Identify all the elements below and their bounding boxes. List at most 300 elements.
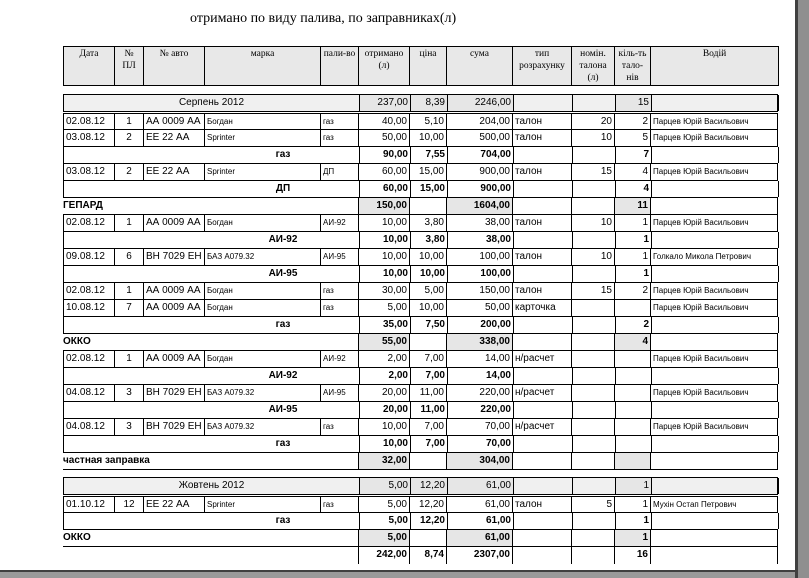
row-sum: 61,00 [447,513,513,529]
row-nominal: 15 [571,164,614,180]
table-row-data [63,283,778,300]
row-right-border [777,130,778,146]
row-right-border [778,181,779,197]
row-sum: 14,00 [447,368,513,384]
row-car-plate: ВН 7029 ЕН [143,249,204,265]
row-received: 55,00 [358,334,409,350]
row-driver-empty [650,453,778,469]
row-payment-empty [513,147,572,163]
row-car-brand: Sprinter [204,164,320,180]
row-driver: Голкало Микола Петрович [650,249,778,265]
row-price: 7,00 [410,368,447,384]
row-right-border [778,478,779,494]
row-payment-empty [513,266,572,282]
row-received: 10,00 [359,232,410,248]
row-right-border [778,513,779,529]
row-payment-type: талон [512,283,571,299]
row-nominal-empty [572,317,615,333]
row-count: 1 [614,249,650,265]
row-nominal [571,351,614,367]
row-sum: 220,00 [446,385,512,401]
row-nominal-empty [572,436,615,452]
row-pl-number: 3 [114,419,143,435]
row-fuel-type: газ [320,419,358,435]
row-sum: 38,00 [446,215,512,231]
row-pl-number: 1 [114,351,143,367]
row-driver: Парцев Юрій Васильович [650,130,778,146]
row-sum: 900,00 [447,181,513,197]
row-fuel-type: газ [320,497,358,512]
row-count: 1 [615,513,651,529]
row-right-border [778,232,779,248]
row-sum: 100,00 [447,266,513,282]
row-pl-number: 3 [114,385,143,401]
row-received: 35,00 [359,317,410,333]
row-driver-empty [651,317,779,333]
row-driver: Парцев Юрій Васильович [650,419,778,435]
row-nominal-empty [571,530,614,546]
row-payment-empty [513,402,572,418]
row-car-plate: АА 0009 АА [143,114,204,129]
row-price: 11,00 [410,402,447,418]
row-sum: 2246,00 [447,95,513,111]
row-price: 10,00 [410,266,447,282]
row-sum: 338,00 [446,334,512,350]
row-price: 3,80 [409,215,446,231]
row-count: 1 [615,478,651,494]
row-sum: 61,00 [446,497,512,512]
row-nominal: 10 [571,249,614,265]
row-count: 1 [614,497,650,512]
table-row-data [63,496,778,513]
row-date: 04.08.12 [63,419,114,435]
row-fuel_total-label: АИ-92 [268,234,298,245]
row-fuel-type: газ [320,283,358,299]
row-right-border [778,95,779,111]
row-count: 2 [614,283,650,299]
row-right-border [777,114,778,129]
row-car-plate: АА 0009 АА [143,215,204,231]
row-sum: 1604,00 [446,198,512,214]
row-sum: 14,00 [446,351,512,367]
row-nominal [571,419,614,435]
header-sum: сума [447,47,513,86]
row-driver: Парцев Юрій Васильович [650,215,778,231]
row-date: 03.08.12 [63,130,114,146]
row-driver-empty [651,513,779,529]
row-payment-type: талон [512,215,571,231]
header-pl: № ПЛ [115,47,144,86]
row-price: 3,80 [410,232,447,248]
row-fuel-type: ДП [320,164,358,180]
row-received: 60,00 [359,181,410,197]
header-received: отримано (л) [359,47,410,86]
row-sum: 204,00 [446,114,512,129]
row-date: 04.08.12 [63,385,114,401]
row-nominal-empty [572,232,615,248]
table-row-station [63,530,778,547]
table-row-fuel_total [63,266,778,283]
row-payment-empty [513,317,572,333]
table-row-station [63,334,778,351]
row-count: 2 [615,317,651,333]
row-sum: 304,00 [446,453,512,469]
row-payment-empty [512,453,571,469]
row-date: 09.08.12 [63,249,114,265]
row-price: 5,00 [409,283,446,299]
row-payment-empty [512,530,571,546]
row-pl-number: 12 [114,497,143,512]
row-payment-empty [512,547,571,564]
row-nominal-empty [572,402,615,418]
row-received: 5,00 [358,300,409,316]
header-price: ціна [410,47,447,86]
row-fuel-type: газ [320,300,358,316]
row-driver: Парцев Юрій Васильович [650,114,778,129]
row-driver-empty [651,368,779,384]
row-nominal: 15 [571,283,614,299]
row-received: 5,00 [359,513,410,529]
table-row-fuel_total [63,181,778,198]
row-right-border [777,215,778,231]
row-payment-type: талон [512,114,571,129]
row-date: 01.10.12 [63,497,114,512]
row-date: 02.08.12 [63,351,114,367]
row-nominal: 20 [571,114,614,129]
row-sum: 70,00 [447,436,513,452]
header-count: кіль-ть тало- нів [615,47,651,86]
row-driver: Парцев Юрій Васильович [650,164,778,180]
row-fuel-type: газ [320,130,358,146]
header-fuel: пали-во [321,47,359,86]
header-payment-type: тип розрахунку [513,47,572,86]
table-row-fuel_total [63,147,778,164]
row-pl-number: 6 [114,249,143,265]
row-payment-empty [513,368,572,384]
row-car-brand: БАЗ А079.32 [204,385,320,401]
row-car-brand: Богдан [204,283,320,299]
row-right-border [778,317,779,333]
row-driver-empty [651,266,779,282]
row-fuel_total-label: газ [275,515,291,526]
row-driver: Парцев Юрій Васильович [650,351,778,367]
row-nominal-empty [571,547,614,564]
row-fuel-type: АИ-92 [320,351,358,367]
table-row-fuel_total [63,436,778,453]
row-payment-empty [512,334,571,350]
row-fuel-type: АИ-92 [320,215,358,231]
row-count: 1 [615,232,651,248]
row-received: 10,00 [358,249,409,265]
row-nominal-empty [572,513,615,529]
row-count: 4 [614,164,650,180]
row-count [615,402,651,418]
row-car-plate: АА 0009 АА [143,351,204,367]
header-nominal: номін. талона (л) [572,47,615,86]
row-nominal: 10 [571,130,614,146]
row-received: 2,00 [358,351,409,367]
row-payment-type: н/расчет [512,385,571,401]
row-received: 32,00 [358,453,409,469]
row-date: 10.08.12 [63,300,114,316]
row-payment-empty [513,181,572,197]
row-nominal-empty [572,368,615,384]
row-right-border [777,547,778,564]
row-month-label: Серпень 2012 [178,97,245,108]
table-row-fuel_total [63,232,778,249]
row-sum: 500,00 [446,130,512,146]
row-driver-empty [651,232,779,248]
row-right-border [777,334,778,350]
row-car-brand: Богдан [204,351,320,367]
row-payment-empty [513,232,572,248]
row-price [409,334,446,350]
row-price [409,198,446,214]
row-nominal-empty [572,266,615,282]
row-sum: 2307,00 [446,547,512,564]
row-sum: 61,00 [446,530,512,546]
row-fuel_total-label: АИ-92 [268,370,298,381]
row-car-brand: Sprinter [204,497,320,512]
row-sum: 200,00 [447,317,513,333]
row-price: 8,74 [409,547,446,564]
row-price: 12,20 [410,478,447,494]
row-count: 5 [614,130,650,146]
row-sum: 50,00 [446,300,512,316]
row-pl-number: 1 [114,215,143,231]
row-right-border [777,497,778,512]
row-nominal-empty [571,453,614,469]
row-count: 11 [614,198,650,214]
row-sum: 100,00 [446,249,512,265]
row-count [614,300,650,316]
row-right-border [778,368,779,384]
row-driver-empty [651,181,779,197]
row-count: 4 [614,334,650,350]
table-row-data [63,215,778,232]
row-sum: 704,00 [447,147,513,163]
row-pl-number: 7 [114,300,143,316]
row-nominal: 10 [571,215,614,231]
row-date: 02.08.12 [63,283,114,299]
row-fuel_total-label: АИ-95 [268,268,298,279]
row-station-label: ОККО [63,336,91,347]
row-car-brand: Богдан [204,114,320,129]
row-right-border [777,249,778,265]
row-received: 237,00 [359,95,410,111]
row-car-brand: БАЗ А079.32 [204,419,320,435]
row-received: 150,00 [358,198,409,214]
row-count: 2 [614,114,650,129]
row-right-border [777,385,778,401]
row-car-plate: ЕЕ 22 АА [143,130,204,146]
row-received: 5,00 [358,497,409,512]
row-date: 02.08.12 [63,215,114,231]
row-car-plate: ВН 7029 ЕН [143,385,204,401]
row-right-border [777,283,778,299]
row-car-brand: Богдан [204,300,320,316]
row-right-border [778,147,779,163]
row-payment-type: талон [512,249,571,265]
row-sum: 900,00 [446,164,512,180]
row-driver-empty [651,402,779,418]
table-row-data [63,249,778,266]
row-car-brand: Sprinter [204,130,320,146]
row-price: 8,39 [410,95,447,111]
row-count: 4 [615,181,651,197]
row-price: 5,10 [409,114,446,129]
row-pl-number: 1 [114,283,143,299]
row-nominal-empty [572,147,615,163]
row-payment-type: н/расчет [512,419,571,435]
row-price: 15,00 [409,164,446,180]
row-received: 50,00 [358,130,409,146]
row-price [409,453,446,469]
row-driver-empty [651,95,779,111]
row-grand-label [202,547,362,564]
row-station-label: частная заправка [63,455,150,466]
row-count [614,419,650,435]
row-pl-number: 2 [114,130,143,146]
row-received: 10,00 [358,419,409,435]
row-price [409,530,446,546]
table-row-station [63,453,778,470]
row-sum: 70,00 [446,419,512,435]
row-received: 20,00 [358,385,409,401]
row-driver: Парцев Юрій Васильович [650,283,778,299]
row-car-plate: АА 0009 АА [143,283,204,299]
row-car-plate: ЕЕ 22 АА [143,164,204,180]
row-nominal-empty [572,478,615,494]
table-row-grand [63,547,778,564]
row-count: 1 [614,215,650,231]
table-row-data [63,419,778,436]
table-row-month [63,477,778,495]
row-right-border [777,530,778,546]
row-price: 7,50 [410,317,447,333]
row-payment-empty [513,95,572,111]
row-price: 12,20 [410,513,447,529]
row-fuel-type: газ [320,114,358,129]
row-price: 10,00 [409,300,446,316]
row-count: 15 [615,95,651,111]
row-right-border [777,351,778,367]
row-price: 7,00 [409,419,446,435]
row-station-label: ОККО [63,532,91,543]
row-price: 7,00 [409,351,446,367]
row-price: 10,00 [409,249,446,265]
row-driver: Парцев Юрій Васильович [650,300,778,316]
row-fuel_total-label: газ [275,149,291,160]
row-payment-type: талон [512,164,571,180]
row-nominal-empty [571,198,614,214]
row-received: 242,00 [358,547,409,564]
header-driver: Водій [651,47,779,86]
row-count: 16 [614,547,650,564]
row-payment-type: талон [512,497,571,512]
row-right-border [777,453,778,469]
row-driver-empty [651,436,779,452]
table-row-month [63,94,778,112]
row-payment-empty [513,478,572,494]
table-row-data [63,351,778,368]
row-right-border [777,300,778,316]
row-driver: Мухін Остап Петрович [650,497,778,512]
row-right-border [778,436,779,452]
table-row-data [63,164,778,181]
row-station-label: ГЕПАРД [63,200,103,211]
row-price: 11,00 [409,385,446,401]
row-pl-number: 2 [114,164,143,180]
row-price: 15,00 [410,181,447,197]
row-received: 90,00 [359,147,410,163]
row-count [614,453,650,469]
table-row-data [63,130,778,147]
row-nominal-empty [572,95,615,111]
row-right-border [777,198,778,214]
row-sum: 61,00 [447,478,513,494]
header-car: № авто [144,47,205,86]
row-payment-type: талон [512,130,571,146]
row-price: 7,55 [410,147,447,163]
window-edge-bottom [0,570,795,578]
row-driver-empty [650,198,778,214]
header-brand: марка [205,47,321,86]
row-car-brand: БАЗ А079.32 [204,249,320,265]
row-nominal: 5 [571,497,614,512]
row-received: 40,00 [358,114,409,129]
row-received: 10,00 [358,215,409,231]
row-received: 30,00 [358,283,409,299]
row-car-plate: ЕЕ 22 АА [143,497,204,512]
row-fuel_total-label: газ [275,319,291,330]
row-count: 7 [615,147,651,163]
row-count [614,351,650,367]
table-row-fuel_total [63,368,778,385]
row-count [615,368,651,384]
table-row-fuel_total [63,513,778,530]
table-row-data [63,300,778,317]
row-date: 02.08.12 [63,114,114,129]
report-title: отримано по виду палива, по заправниках(л) [190,11,457,26]
row-nominal [571,300,614,316]
row-received: 5,00 [359,478,410,494]
row-price: 10,00 [409,130,446,146]
table-row-data [63,385,778,402]
row-price: 7,00 [410,436,447,452]
row-payment-empty [513,436,572,452]
row-fuel-type: АИ-95 [320,249,358,265]
row-sum: 150,00 [446,283,512,299]
row-count: 1 [614,530,650,546]
row-driver-empty [651,147,779,163]
row-month-label: Жовтень 2012 [178,480,245,491]
row-received: 20,00 [359,402,410,418]
row-driver-empty [650,530,778,546]
row-car-brand: Богдан [204,215,320,231]
row-count [614,385,650,401]
row-received: 60,00 [358,164,409,180]
row-driver-empty [650,334,778,350]
row-count: 1 [615,266,651,282]
row-car-plate: ВН 7029 ЕН [143,419,204,435]
row-nominal-empty [572,181,615,197]
row-received: 2,00 [359,368,410,384]
row-driver: Парцев Юрій Васильович [650,385,778,401]
row-received: 10,00 [359,266,410,282]
header-date: Дата [64,47,115,86]
row-payment-empty [513,513,572,529]
